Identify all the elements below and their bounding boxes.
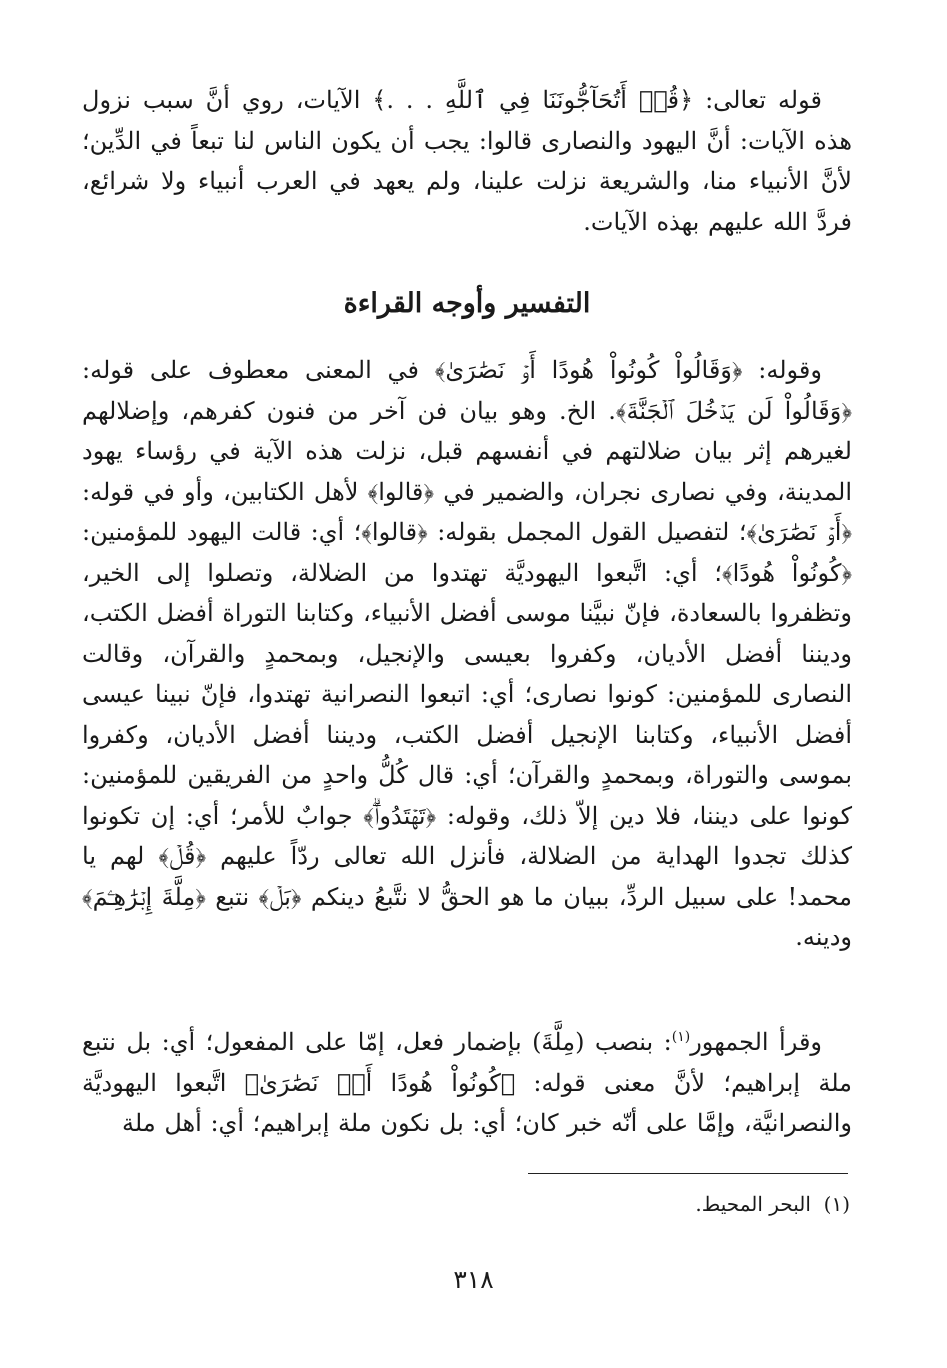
qiraat-paragraph [82, 1017, 852, 1144]
footnote-marker: (١) [823, 1192, 850, 1216]
section-heading: التفسير وأوجه القراءة [343, 288, 591, 319]
footnote-reference: (١) [671, 1029, 691, 1045]
page-number: ٣١٨ [453, 1265, 494, 1294]
footnote-text: البحر المحيط. [695, 1192, 811, 1216]
qiraat-text-rest: : بنصب (مِلَّةَ) بإضمار فعل، إمّا على المفعول؛ أي: بل نتبع ملة إبراهيم؛ لأنَّ معنى قوله: ﴿كُونُواْ هُودًا أَوۡ نَصَٰرَىٰ﴾ اتَّبعوا اليهوديَّة والنصرانيَّة، وإمَّا على أنّه خبر كان؛ أي: بل نكون ملة إبراهيم؛ أي: أهل ملة [82, 1028, 852, 1137]
footnote [82, 1192, 850, 1216]
qiraat-text-start: وقرأ الجمهور [690, 1028, 823, 1056]
tafsir-paragraph: وقوله: ﴿وَقَالُواْ كُونُواْ هُودًا أَوۡ نَصَٰرَىٰ﴾ في المعنى معطوف على قوله: ﴿وَقَالُواْ لَن يَدۡخُلَ ٱلۡجَنَّةَ﴾. الخ. وهو بيان فن آخر من فنون كفرهم، وإضلالهم لغيرهم إثر بيان ضلالتهم في أنفسهم قبل، نزلت هذه الآية في رؤساء يهود المدينة، وفي نصارى نجران، والضمير في ﴿قالوا﴾ لأهل الكتابين، وأو في قوله: ﴿أَوۡ نَصَٰرَىٰ﴾؛ لتفصيل القول المجمل بقوله: ﴿قالوا﴾؛ أي: قالت اليهود للمؤمنين: ﴿كُونُواْ هُودًا﴾؛ أي: اتَّبعوا اليهوديَّة تهتدوا من الضلالة، وتصلوا إلى الخير، وتظفروا بالسعادة، فإنّ نبيَّنا موسى أفضل الأنبياء، وكتابنا التوراة أفضل الكتب، وديننا أفضل الأديان، وكفروا بعيسى والإنجيل، وبمحمدٍ والقرآن، وقالت النصارى للمؤمنين: كونوا نصارى؛ أي: اتبعوا النصرانية تهتدوا، فإنّ نبينا عيسى أفضل الأنبياء، وكتابنا الإنجيل أفضل الكتب، وديننا أفضل الأديان، وكفروا بموسى والتوراة، وبمحمدٍ والقرآن؛ أي: قال كُلُّ واحدٍ من الفريقين للمؤمنين: كونوا على ديننا، فلا دين إلاّ ذلك، وقوله: ﴿تَهۡتَدُواْۗ﴾ جوابٌ للأمر؛ أي: إن تكونوا كذلك تجدوا الهداية من الضلالة، فأنزل الله تعالى ردّاً عليهم ﴿قُلۡ﴾ لهم يا محمد! على سبيل الردِّ، ببيان ما هو الحقُّ لا نتَّبعُ دينكم ﴿بَلۡ﴾ نتبع ﴿مِلَّةَ إِبۡرَٰهِـۧمَ﴾ ودينه. [82, 356, 853, 951]
footnote-divider [528, 1173, 848, 1174]
intro-paragraph: قوله تعالى: ﴿قُلۡ أَتُحَآجُّونَنَا فِي ٱللَّهِ . . .﴾ الآيات، روي أنَّ سبب نزول هذه الآيات: أنَّ اليهود والنصارى قالوا: يجب أن يكون الناس لنا تبعاً في الدِّين؛ لأنَّ الأنبياء منا، والشريعة نزلت علينا، ولم يعهد في العرب أنبياء ولا شرائع، فردَّ الله عليهم بهذه الآيات. [82, 86, 852, 236]
